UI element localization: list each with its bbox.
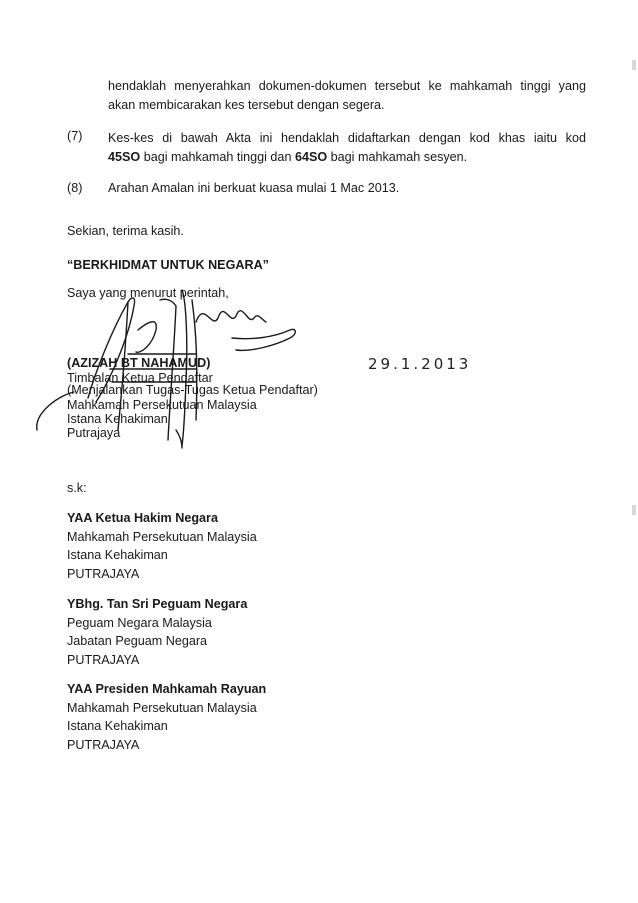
code-high-court: 45SO xyxy=(108,150,141,164)
cc-recipient-2 xyxy=(67,595,247,669)
signatory-title: Timbalan Ketua Pendaftar xyxy=(67,371,213,385)
signature-stroke-c xyxy=(136,322,156,353)
item-7-text-a: bagi mahkamah tinggi dan xyxy=(140,150,295,164)
cc-recipient-title: YAA Presiden Mahkamah Rayuan xyxy=(67,682,267,696)
signature-stroke-k xyxy=(232,329,295,350)
cc-recipient-1 xyxy=(67,509,257,583)
signatory-building: Istana Kehakiman xyxy=(67,412,168,426)
signatory-acting: (Menjalankan Tugas-Tugas Ketua Pendaftar) xyxy=(67,383,318,397)
cc-recipient-line: Mahkamah Persekutuan Malaysia xyxy=(67,700,257,715)
signatory-name: (AZIZAH BT NAHAMUD) xyxy=(67,356,211,370)
code-sessions-court: 64SO xyxy=(294,150,328,164)
cc-recipient-line: PUTRAJAYA xyxy=(67,566,140,581)
by-order-line: Saya yang menurut perintah, xyxy=(67,286,229,300)
motto: “BERKHIDMAT UNTUK NEGARA” xyxy=(67,258,269,272)
cc-label: s.k: xyxy=(67,481,87,495)
signatory-city: Putrajaya xyxy=(67,426,121,440)
item-8-text: Arahan Amalan ini berkuat kuasa mulai 1 Mac 2013. xyxy=(108,181,400,195)
cc-recipient-line: Mahkamah Persekutuan Malaysia xyxy=(67,529,257,544)
cc-recipient-3 xyxy=(67,680,266,754)
continuation-paragraph xyxy=(108,77,586,115)
item-8-number: (8) xyxy=(67,181,83,195)
scan-edge-mark xyxy=(632,60,636,70)
cc-recipient-line: Peguam Negara Malaysia xyxy=(67,615,212,630)
item-7-paragraph xyxy=(108,129,586,167)
signature-stroke-l xyxy=(176,430,182,448)
continuation-line-1: hendaklah menyerahkan dokumen-dokumen tersebut ke mahkamah tinggi yang xyxy=(108,79,586,93)
signature-stroke-j xyxy=(196,311,266,322)
cc-recipient-line: PUTRAJAYA xyxy=(67,652,140,667)
item-7-number: (7) xyxy=(67,129,83,143)
signatory-org: Mahkamah Persekutuan Malaysia xyxy=(67,398,257,412)
cc-recipient-line: Jabatan Peguam Negara xyxy=(67,634,208,649)
cc-recipient-line: Istana Kehakiman xyxy=(67,719,168,734)
cc-recipient-title: YBhg. Tan Sri Peguam Negara xyxy=(67,597,248,611)
item-7-text-b: bagi mahkamah sesyen. xyxy=(327,150,468,164)
continuation-line-2: akan membicarakan kes tersebut dengan segera. xyxy=(108,98,385,112)
cc-recipient-line: Istana Kehakiman xyxy=(67,548,168,563)
handwritten-date: 29.1.2013 xyxy=(368,355,472,373)
closing-thanks: Sekian, terima kasih. xyxy=(67,224,184,238)
item-7-line-1: Kes-kes di bawah Akta ini hendaklah didaftarkan dengan kod khas iaitu kod xyxy=(108,131,586,145)
item-7-line-2 xyxy=(108,148,586,167)
cc-recipient-title: YAA Ketua Hakim Negara xyxy=(67,511,218,525)
cc-recipient-line: PUTRAJAYA xyxy=(67,737,140,752)
scan-edge-mark xyxy=(632,505,636,515)
